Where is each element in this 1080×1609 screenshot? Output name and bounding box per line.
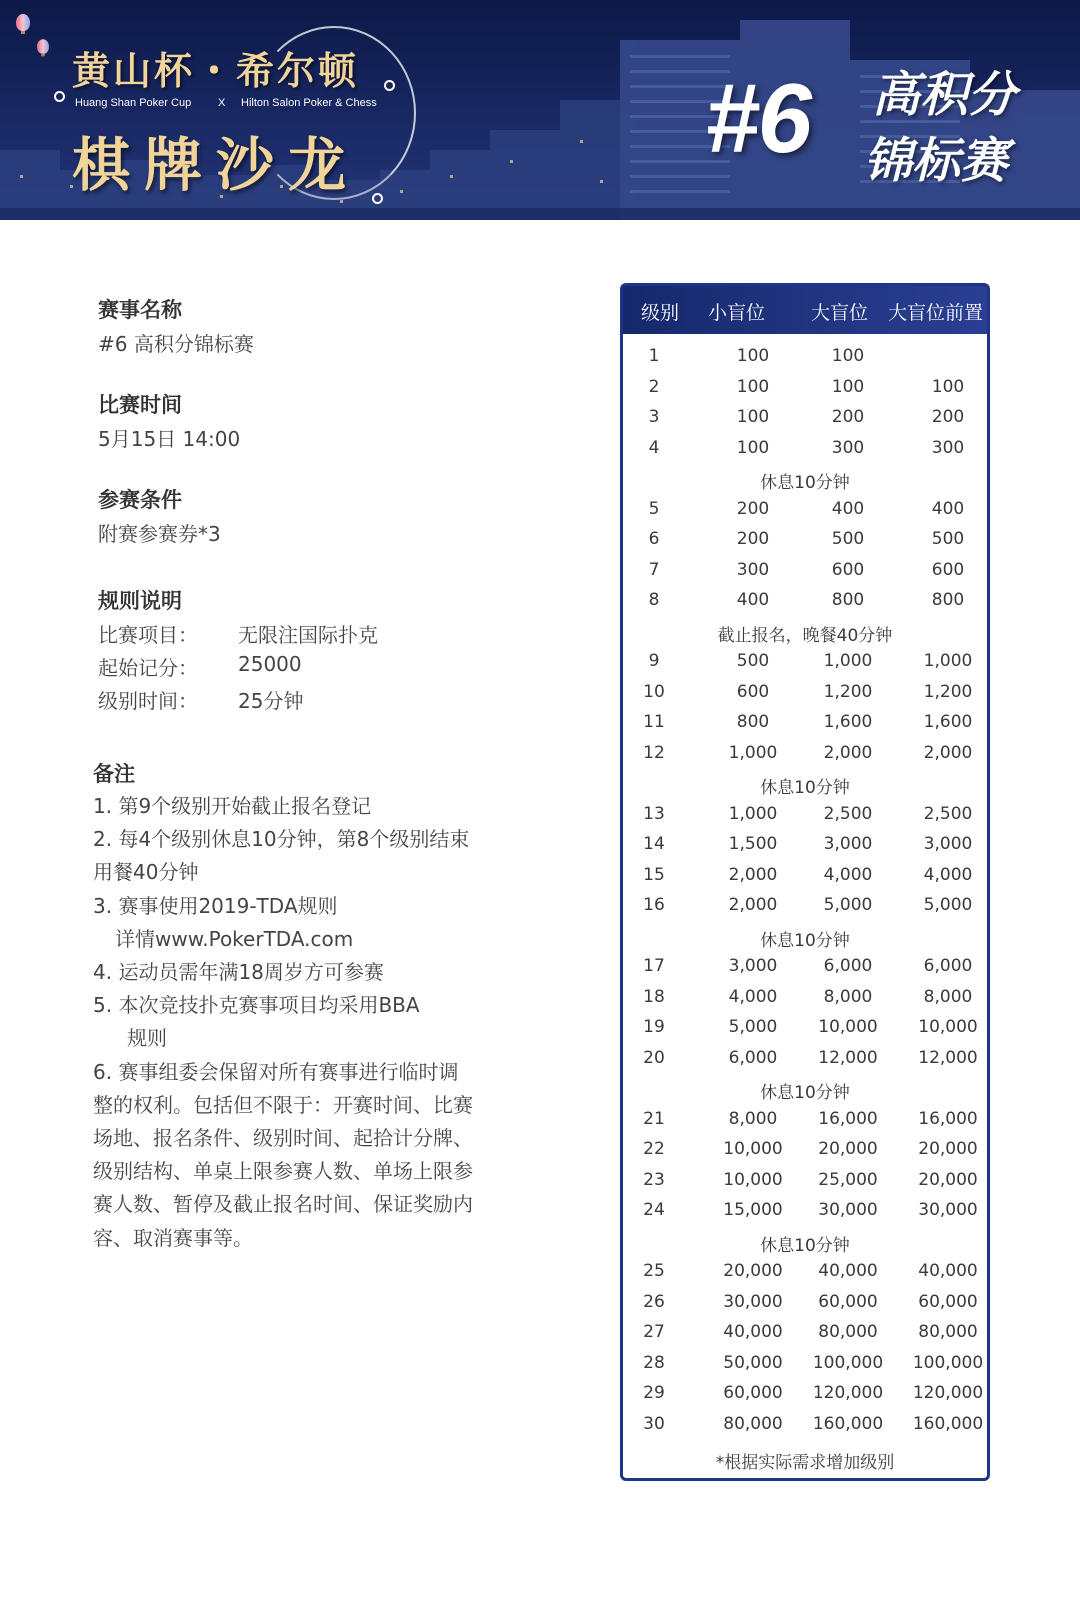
big-blind-cell: 160,000: [812, 1413, 884, 1434]
ante-cell: 160,000: [912, 1413, 984, 1434]
table-row: [623, 1044, 987, 1075]
ante-cell: 10,000: [918, 1017, 978, 1037]
ante-cell: 16,000: [918, 1108, 978, 1129]
notes-list: [93, 790, 473, 1255]
table-row: [623, 952, 987, 983]
table-row: [623, 556, 987, 587]
logo-dot: [54, 91, 65, 102]
small-blind-cell: 3,000: [728, 956, 778, 976]
big-blind-cell: 120,000: [812, 1383, 884, 1403]
big-blind-cell: 1,600: [823, 712, 873, 732]
big-blind-cell: 600: [831, 559, 865, 580]
note-item: 2. 每4个级别休息10分钟，第8个级别结束用餐40分钟: [93, 827, 470, 885]
brand-subtitle: 棋牌沙龙: [72, 131, 361, 199]
level-cell: 4: [648, 437, 660, 458]
ante-cell: 1,600: [923, 712, 973, 732]
level-cell: 20: [643, 1047, 665, 1068]
ante-cell: 2,000: [923, 742, 973, 763]
break-row: [623, 769, 987, 800]
table-footnote: *根据实际需求增加级别: [715, 1453, 895, 1473]
level-cell: 6: [648, 529, 660, 549]
big-blind-cell: 60,000: [818, 1291, 878, 1312]
small-blind-cell: 8,000: [728, 1108, 778, 1129]
table-row: [623, 586, 987, 617]
level-cell: 7: [648, 559, 660, 580]
ante-cell: 6,000: [923, 956, 973, 976]
rule-key: 比赛项目：: [98, 623, 198, 647]
small-blind-cell: 1,000: [728, 742, 778, 763]
small-blind-cell: 500: [736, 651, 770, 671]
level-cell: 14: [643, 834, 665, 854]
big-blind-cell: 8,000: [823, 986, 873, 1007]
table-row: [623, 1257, 987, 1288]
table-row: [623, 861, 987, 892]
level-cell: 28: [643, 1352, 665, 1373]
level-cell: 22: [643, 1139, 665, 1159]
note-item: 1. 第9个级别开始截止报名登记: [93, 794, 372, 818]
big-blind-cell: 1,200: [823, 681, 873, 702]
big-blind-cell: 1,000: [823, 651, 873, 671]
table-row: [623, 708, 987, 739]
big-blind-cell: 500: [831, 529, 865, 549]
rules-label: 规则说明: [98, 589, 182, 613]
table-row: [623, 1288, 987, 1319]
small-blind-cell: 200: [736, 529, 770, 549]
level-cell: 2: [648, 376, 660, 397]
event-number: #6: [705, 63, 811, 173]
brand-right-english: Hilton Salon Poker & Chess: [241, 97, 377, 109]
small-blind-cell: 100: [736, 437, 770, 458]
note-item: 4. 运动员需年满18周岁方可参赛: [93, 960, 384, 985]
header-big-blind-ante: 大盲位前置: [888, 302, 984, 324]
ante-cell: 8,000: [923, 986, 973, 1007]
header-banner: [0, 0, 1080, 220]
table-body: [623, 342, 987, 1440]
big-blind-cell: 16,000: [818, 1108, 878, 1129]
level-cell: 13: [643, 803, 665, 824]
ante-cell: 400: [931, 498, 965, 519]
big-blind-cell: 5,000: [823, 895, 873, 915]
table-row: [623, 525, 987, 556]
brand-left-english: Huang Shan Poker Cup: [75, 97, 192, 109]
level-cell: 26: [643, 1291, 665, 1312]
break-label: 休息10分钟: [760, 473, 850, 493]
small-blind-cell: 1,000: [728, 803, 778, 824]
ante-cell: 200: [931, 407, 965, 427]
event-time-value: 5月15日 14:00: [98, 427, 241, 451]
ante-cell: 1,200: [923, 681, 973, 702]
level-cell: 15: [643, 864, 665, 885]
small-blind-cell: 30,000: [723, 1291, 783, 1312]
big-blind-cell: 25,000: [818, 1169, 878, 1190]
big-blind-cell: 200: [831, 407, 865, 427]
rule-value: 25000: [238, 652, 302, 676]
break-row: [623, 464, 987, 495]
hot-air-balloon-icon: [37, 39, 49, 53]
note-item: 详情www.PokerTDA.com: [115, 926, 354, 951]
level-cell: 10: [643, 681, 665, 702]
level-cell: 19: [643, 1017, 665, 1037]
small-blind-cell: 2,000: [728, 864, 778, 885]
table-row: [623, 800, 987, 831]
event-name-label: 赛事名称: [98, 298, 182, 322]
ante-cell: 120,000: [912, 1383, 984, 1403]
table-row: [623, 1166, 987, 1197]
logo-dot: [372, 193, 383, 204]
table-row: [623, 1379, 987, 1410]
big-blind-cell: 30,000: [818, 1200, 878, 1220]
table-row: [623, 1318, 987, 1349]
table-row: [623, 739, 987, 770]
small-blind-cell: 100: [736, 376, 770, 397]
big-blind-cell: 2,000: [823, 742, 873, 763]
small-blind-cell: 4,000: [728, 986, 778, 1007]
small-blind-cell: 1,500: [728, 834, 778, 854]
table-row: [623, 1196, 987, 1227]
table-row: [623, 1349, 987, 1380]
table-row: [623, 342, 987, 373]
rule-key: 级别时间：: [98, 689, 198, 713]
event-title-line1: 高积分: [872, 67, 1017, 123]
brand-title: 黄山杯・希尔顿: [72, 48, 360, 93]
ante-cell: 300: [931, 437, 965, 458]
level-cell: 16: [643, 895, 665, 915]
hot-air-balloon-icon: [16, 14, 30, 31]
small-blind-cell: 60,000: [723, 1383, 783, 1403]
ante-cell: 20,000: [918, 1169, 978, 1190]
break-row: [623, 1074, 987, 1105]
level-cell: 30: [643, 1413, 665, 1434]
ante-cell: 100,000: [912, 1352, 984, 1373]
table-row: [623, 373, 987, 404]
small-blind-cell: 300: [736, 559, 770, 580]
ante-cell: 80,000: [918, 1322, 978, 1342]
big-blind-cell: 400: [831, 498, 865, 519]
small-blind-cell: 15,000: [723, 1200, 783, 1220]
table-row: [623, 983, 987, 1014]
event-title-line2: 锦标赛: [864, 133, 1009, 189]
table-row: [623, 647, 987, 678]
big-blind-cell: 20,000: [818, 1139, 878, 1159]
big-blind-cell: 2,500: [823, 803, 873, 824]
ante-cell: 100: [931, 376, 965, 397]
break-label: 休息10分钟: [760, 778, 850, 798]
note-item: 3. 赛事使用2019-TDA规则: [93, 893, 338, 918]
break-label: 休息10分钟: [760, 930, 850, 951]
notes-label: 备注: [93, 762, 135, 786]
table-row: [623, 434, 987, 465]
small-blind-cell: 6,000: [728, 1047, 778, 1068]
level-cell: 21: [643, 1108, 665, 1129]
level-cell: 8: [648, 590, 660, 610]
event-name-value: #6 高积分锦标赛: [98, 332, 254, 356]
level-cell: 5: [648, 498, 660, 519]
big-blind-cell: 10,000: [818, 1017, 878, 1037]
level-cell: 23: [643, 1169, 665, 1190]
small-blind-cell: 800: [736, 712, 770, 732]
table-row: [623, 1105, 987, 1136]
table-row: [623, 891, 987, 922]
level-cell: 27: [643, 1322, 665, 1342]
small-blind-cell: 400: [736, 590, 770, 610]
big-blind-cell: 4,000: [823, 864, 873, 885]
break-row: [623, 922, 987, 953]
ante-cell: 20,000: [918, 1139, 978, 1159]
level-cell: 12: [643, 742, 665, 763]
level-cell: 18: [643, 986, 665, 1007]
big-blind-cell: 800: [831, 590, 865, 610]
table-row: [623, 1410, 987, 1441]
big-blind-cell: 3,000: [823, 834, 873, 854]
ante-cell: 600: [931, 559, 965, 580]
small-blind-cell: 40,000: [723, 1322, 783, 1342]
event-time-label: 比赛时间: [98, 393, 182, 417]
blind-structure-table: [620, 283, 990, 1481]
ante-cell: 3,000: [923, 834, 973, 854]
table-row: [623, 830, 987, 861]
small-blind-cell: 20,000: [723, 1261, 783, 1281]
big-blind-cell: 300: [831, 437, 865, 458]
small-blind-cell: 100: [736, 407, 770, 427]
ante-cell: 500: [931, 529, 965, 549]
small-blind-cell: 5,000: [728, 1017, 778, 1037]
big-blind-cell: 100: [831, 376, 865, 397]
break-label: 休息10分钟: [760, 1083, 850, 1103]
small-blind-cell: 100: [736, 346, 770, 366]
level-cell: 17: [643, 956, 665, 976]
small-blind-cell: 600: [736, 681, 770, 702]
small-blind-cell: 10,000: [723, 1139, 783, 1159]
ante-cell: 5,000: [923, 895, 973, 915]
rule-key: 起始记分：: [98, 656, 198, 680]
ante-cell: 40,000: [918, 1261, 978, 1281]
level-cell: 24: [643, 1200, 665, 1220]
big-blind-cell: 6,000: [823, 956, 873, 976]
level-cell: 25: [643, 1261, 665, 1281]
ante-cell: 60,000: [918, 1291, 978, 1312]
ante-cell: 1,000: [923, 651, 973, 671]
level-cell: 3: [648, 407, 660, 427]
ante-cell: 12,000: [918, 1047, 978, 1068]
small-blind-cell: 200: [736, 498, 770, 519]
entry-condition-value: 附赛参赛券*3: [98, 522, 221, 546]
small-blind-cell: 50,000: [723, 1352, 783, 1373]
break-label: 截止报名，晚餐40分钟: [717, 625, 893, 646]
break-row: [623, 617, 987, 648]
small-blind-cell: 2,000: [728, 895, 778, 915]
ante-cell: 4,000: [923, 864, 973, 885]
table-row: [623, 495, 987, 526]
table-row: [623, 678, 987, 709]
note-item: 5. 本次竞技扑克赛事项目均采用BBA: [93, 993, 420, 1018]
header-small-blind: 小盲位: [708, 302, 766, 324]
break-row: [623, 1227, 987, 1258]
table-row: [623, 1135, 987, 1166]
entry-condition-label: 参赛条件: [98, 488, 182, 512]
note-item: 6. 赛事组委会保留对所有赛事进行临时调整的权利。包括但不限于：开赛时间、比赛场地、报名条件、级别时间、起拾计分牌、级别结构、单桌上限参赛人数、单场上限参赛人数、暂停及截止报名时间、保证奖励内容、取消赛事等。: [93, 1059, 473, 1250]
level-cell: 9: [648, 651, 660, 671]
ante-cell: 30,000: [918, 1200, 978, 1220]
big-blind-cell: 40,000: [818, 1261, 878, 1281]
header-big-blind: 大盲位: [811, 302, 869, 324]
ante-cell: 800: [931, 590, 965, 610]
level-cell: 29: [643, 1383, 665, 1403]
big-blind-cell: 12,000: [818, 1047, 878, 1068]
rule-value: 无限注国际扑克: [238, 623, 378, 647]
small-blind-cell: 80,000: [723, 1413, 783, 1434]
small-blind-cell: 10,000: [723, 1169, 783, 1190]
table-row: [623, 1013, 987, 1044]
note-item: 规则: [127, 1026, 167, 1051]
level-cell: 11: [643, 712, 665, 732]
big-blind-cell: 100,000: [812, 1352, 884, 1373]
ante-cell: 2,500: [923, 803, 973, 824]
table-row: [623, 403, 987, 434]
level-cell: 1: [648, 346, 660, 366]
table-header: [623, 286, 987, 334]
big-blind-cell: 80,000: [818, 1322, 878, 1342]
big-blind-cell: 100: [831, 346, 865, 366]
rule-value: 25分钟: [238, 689, 304, 713]
break-label: 休息10分钟: [760, 1235, 850, 1256]
logo-dot: [384, 80, 395, 91]
brand-x: X: [218, 97, 226, 109]
header-level: 级别: [641, 302, 680, 324]
